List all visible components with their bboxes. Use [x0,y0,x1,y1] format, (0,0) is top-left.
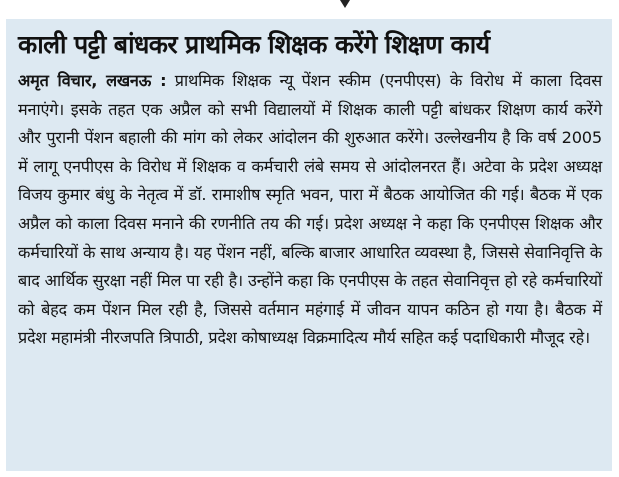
article-dateline: अमृत विचार, लखनऊ : [18,71,167,90]
article-body [18,67,602,353]
article-body-text: प्राथमिक शिक्षक न्यू पेंशन स्कीम (एनपीएस) के विरोध में काला दिवस मनाएंगे। इसके तहत एक अप्रैल को सभी विद्यालयों में शिक्षक काली पट्टी बांधकर शिक्षण कार्य करेंगे और पुरानी पेंशन बहाली की मांग को लेकर आंदोलन की शुरुआत करेंगे। उल्लेखनीय है कि वर्ष 2005 में लागू एनपीएस के विरोध में शिक्षक व कर्मचारी लंबे समय से आंदोलनरत हैं। अटेवा के प्रदेश अध्यक्ष विजय कुमार बंधु के नेतृत्व में डॉ. रामाशीष स्मृति भवन, पारा में बैठक आयोजित की गई। बैठक में एक अप्रैल को काला दिवस मनाने की रणनीति तय की गई। प्रदेश अध्यक्ष ने कहा कि एनपीएस शिक्षक और कर्मचारियों के साथ अन्याय है। यह पेंशन नहीं, बल्कि बाजार आधारित व्यवस्था है, जिससे सेवानिवृत्ति के बाद आर्थिक सुरक्षा नहीं मिल पा रही है। उन्होंने कहा कि एनपीएस के तहत सेवानिवृत्त हो रहे कर्मचारियों को बेहद कम पेंशन मिल रही है, जिससे वर्तमान महंगाई में जीवन यापन कठिन हो गया है। बैठक में प्रदेश महामंत्री नीरजपति त्रिपाठी, प्रदेश कोषाध्यक्ष विक्रमादित्य मौर्य सहित कई पदाधिकारी मौजूद रहे। [18,71,603,348]
news-clipping [6,19,612,471]
article-headline: काली पट्टी बांधकर प्राथमिक शिक्षक करेंगे शिक्षण कार्य [18,30,490,59]
clipping-marker-icon [340,0,350,8]
